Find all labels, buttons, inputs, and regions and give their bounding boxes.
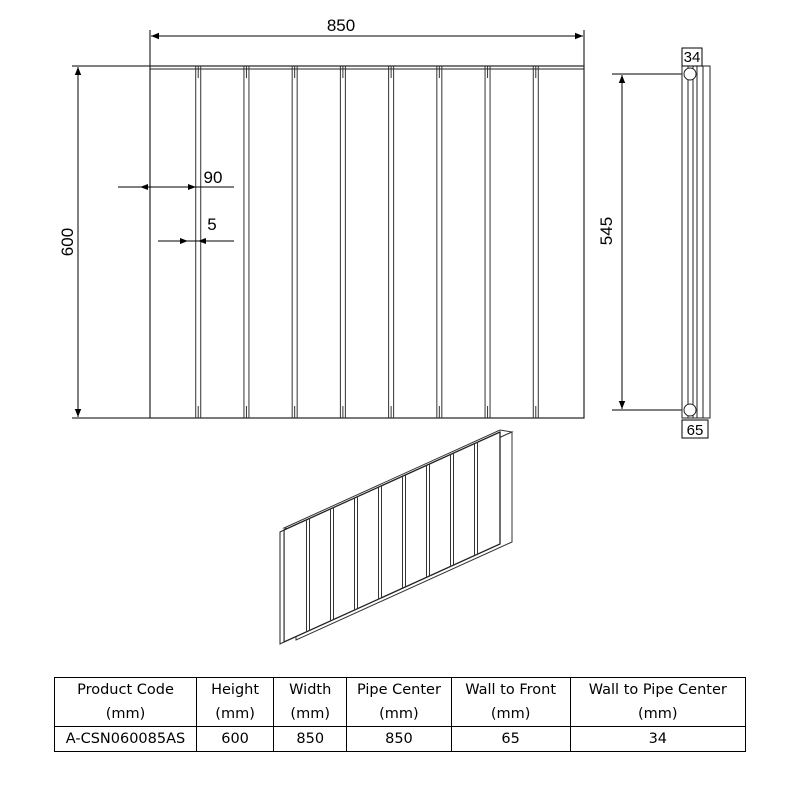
- cell-product-code: A-CSN060085AS: [55, 727, 197, 752]
- cell-width: 850: [274, 727, 347, 752]
- header-height: Height (mm): [196, 678, 273, 727]
- column-width-label: 90: [203, 168, 223, 187]
- specification-table: [54, 677, 746, 752]
- side-view: [597, 48, 710, 439]
- isometric-front-face: [284, 432, 500, 642]
- isometric-view: [280, 430, 512, 644]
- cell-pipe-center: 850: [347, 727, 451, 752]
- cell-height: 600: [196, 727, 273, 752]
- side-depth-bottom-label: 65: [686, 422, 704, 439]
- header-pipe-center: Pipe Center (mm): [347, 678, 451, 727]
- cell-wall-to-front: 65: [451, 727, 570, 752]
- table-row: [55, 727, 746, 752]
- header-width: Width (mm): [274, 678, 347, 727]
- cell-wall-to-pipe-center: 34: [570, 727, 745, 752]
- header-wall-to-front: Wall to Front (mm): [451, 678, 570, 727]
- front-panel-outline: [150, 66, 584, 418]
- column-gap-label: 5: [207, 215, 217, 234]
- height-dimension-label: 600: [58, 227, 77, 257]
- front-view: [58, 16, 584, 418]
- header-wall-to-pipe-center: Wall to Pipe Center (mm): [570, 678, 745, 727]
- table-header-row: [55, 678, 746, 727]
- side-height-label: 545: [597, 216, 616, 246]
- width-dimension-label: 850: [326, 16, 356, 35]
- header-product-code: Product Code (mm): [55, 678, 197, 727]
- side-depth-top-label: 34: [683, 49, 701, 66]
